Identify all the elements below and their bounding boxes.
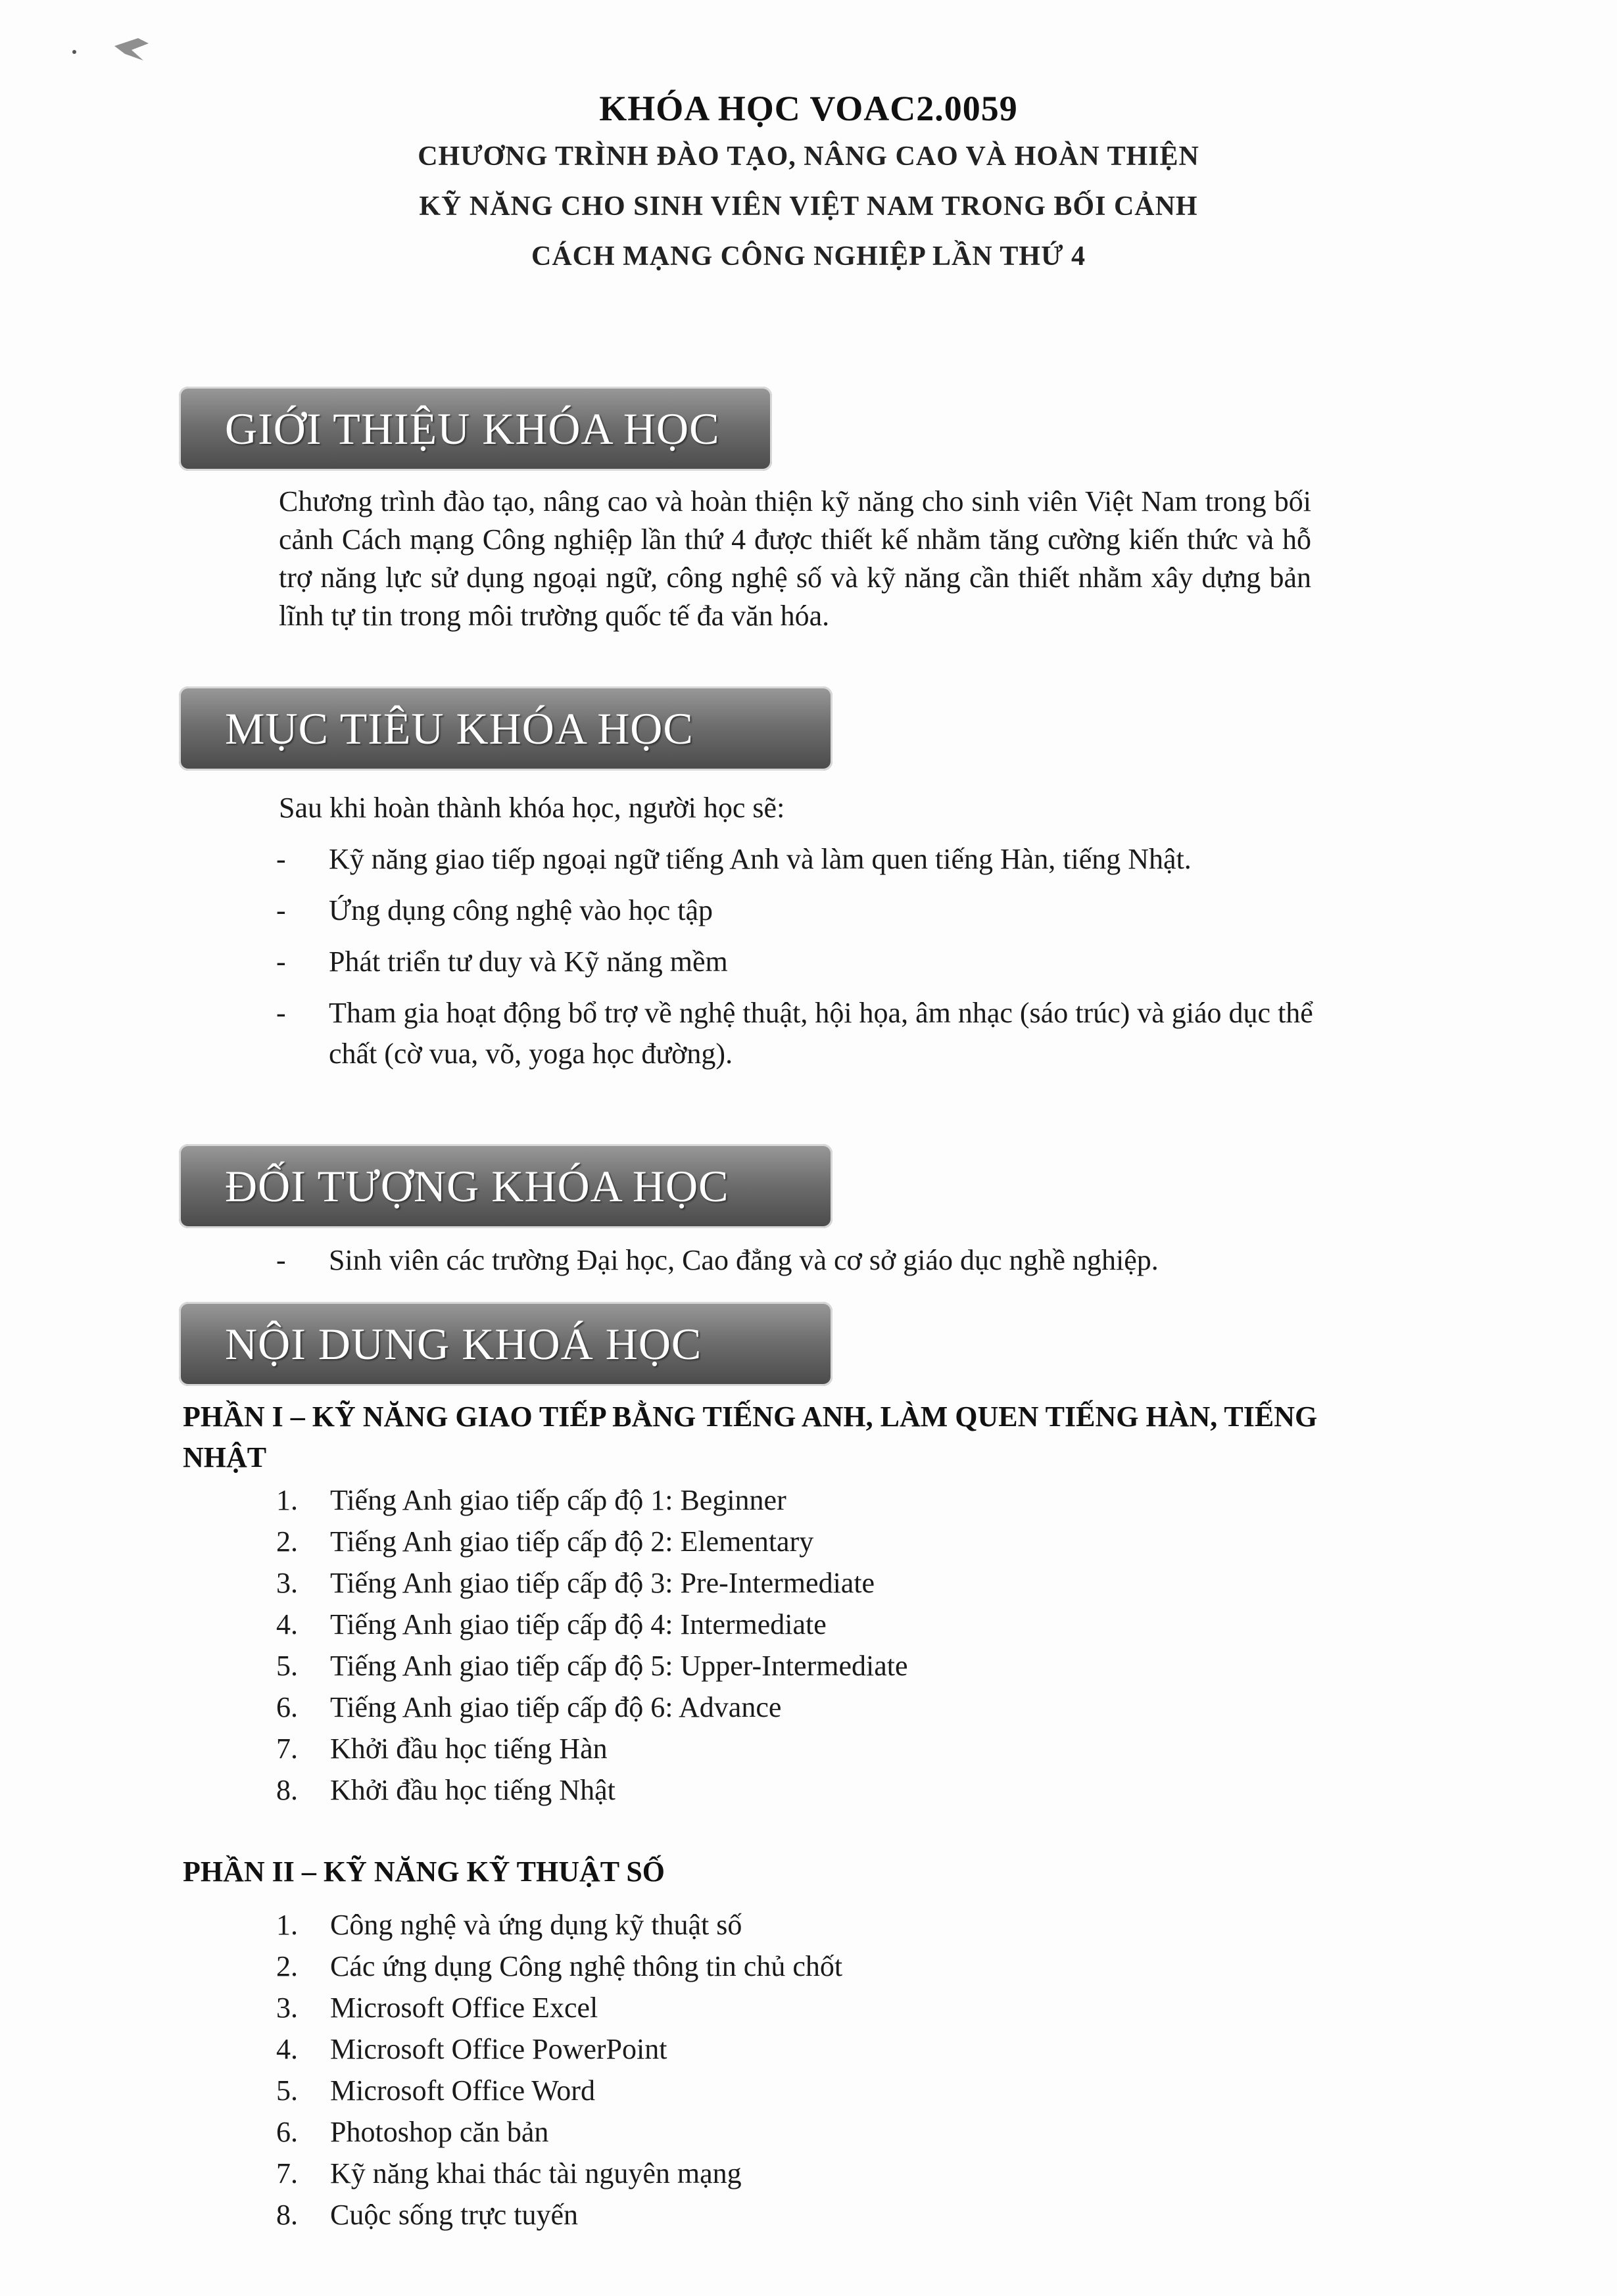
- objective-text: Kỹ năng giao tiếp ngoại ngữ tiếng Anh và làm quen tiếng Hàn, tiếng Nhật.: [329, 843, 1192, 875]
- audience-list: [276, 1240, 1315, 1291]
- item-number: 1.: [276, 1909, 298, 1941]
- section-banner-label: MỤC TIÊU KHÓA HỌC: [225, 703, 694, 753]
- item-text: Kỹ năng khai thác tài nguyên mạng: [330, 2157, 742, 2189]
- list-item: [276, 890, 1315, 931]
- program-title-line-3: CÁCH MẠNG CÔNG NGHIỆP LẦN THỨ 4: [531, 241, 1086, 272]
- list-item: [276, 1562, 908, 1604]
- section-banner-objectives: [179, 686, 833, 771]
- dash-bullet: -: [276, 843, 286, 875]
- program-title-line-1: CHƯƠNG TRÌNH ĐÀO TẠO, NÂNG CAO VÀ HOÀN THIỆN: [418, 141, 1199, 172]
- item-text: Công nghệ và ứng dụng kỹ thuật số: [330, 1909, 742, 1941]
- list-item: [276, 942, 1315, 982]
- objectives-lead: Sau khi hoàn thành khóa học, người học sẽ:: [279, 792, 785, 824]
- item-text: Tiếng Anh giao tiếp cấp độ 3: Pre-Intermediate: [330, 1567, 875, 1599]
- objective-text: Ứng dụng công nghệ vào học tập: [329, 894, 713, 926]
- item-number: 4.: [276, 1608, 298, 1640]
- item-text: Các ứng dụng Công nghệ thông tin chủ chốt: [330, 1950, 843, 1982]
- list-item: [276, 2194, 842, 2236]
- section-banner-content: [179, 1302, 833, 1386]
- item-text: Tiếng Anh giao tiếp cấp độ 5: Upper-Intermediate: [330, 1650, 908, 1682]
- list-item: [276, 1686, 908, 1728]
- item-number: 7.: [276, 1733, 298, 1765]
- list-item: [276, 839, 1315, 880]
- part-1-heading: PHẦN I – KỸ NĂNG GIAO TIẾP BẰNG TIẾNG ANH, LÀM QUEN TIẾNG HÀN, TIẾNG NHẬT: [183, 1400, 1318, 1473]
- list-item: [276, 2028, 842, 2070]
- intro-paragraph: Chương trình đào tạo, nâng cao và hoàn thiện kỹ năng cho sinh viên Việt Nam trong bối cảnh Cách mạng Công nghiệp lần thứ 4 được thiết kế nhằm tăng cường kiến thức và hỗ trợ năng lực sử dụng ngoại ngữ, công nghệ số và kỹ năng cần thiết nhằm xây dựng bản lĩnh tự tin trong môi trường quốc tế đa văn hóa.: [279, 485, 1311, 632]
- item-number: 8.: [276, 1774, 298, 1806]
- item-number: 1.: [276, 1484, 298, 1516]
- item-number: 2.: [276, 1950, 298, 1982]
- objective-text: Phát triển tư duy và Kỹ năng mềm: [329, 945, 728, 978]
- dash-bullet: -: [276, 997, 286, 1029]
- item-text: Microsoft Office Excel: [330, 1992, 598, 2024]
- item-number: 7.: [276, 2157, 298, 2189]
- item-text: Tiếng Anh giao tiếp cấp độ 4: Intermediate: [330, 1608, 827, 1640]
- list-item: [276, 1946, 842, 1987]
- item-number: 3.: [276, 1992, 298, 2024]
- list-item: [276, 1728, 908, 1769]
- item-text: Tiếng Anh giao tiếp cấp độ 6: Advance: [330, 1691, 782, 1723]
- section-banner-audience: [179, 1144, 833, 1228]
- item-number: 8.: [276, 2199, 298, 2231]
- section-banner-intro: [179, 387, 772, 471]
- section-banner-label: NỘI DUNG KHOÁ HỌC: [225, 1318, 702, 1369]
- item-number: 3.: [276, 1567, 298, 1599]
- list-item: [276, 1904, 842, 1946]
- item-text: Microsoft Office Word: [330, 2074, 595, 2107]
- list-item: [276, 1604, 908, 1645]
- part-2-list: [276, 1904, 842, 2236]
- item-text: Tiếng Anh giao tiếp cấp độ 1: Beginner: [330, 1484, 786, 1516]
- scan-speck: [72, 50, 76, 54]
- item-text: Khởi đầu học tiếng Nhật: [330, 1774, 615, 1806]
- list-item: [276, 1521, 908, 1562]
- section-banner-label: ĐỐI TƯỢNG KHÓA HỌC: [225, 1160, 729, 1211]
- list-item: [276, 1240, 1315, 1281]
- item-number: 5.: [276, 2074, 298, 2107]
- list-item: [276, 2070, 842, 2111]
- item-text: Khởi đầu học tiếng Hàn: [330, 1733, 608, 1765]
- item-text: Photoshop căn bản: [330, 2116, 549, 2148]
- staple-mark-icon: [112, 34, 151, 64]
- item-number: 2.: [276, 1525, 298, 1558]
- list-item: [276, 2111, 842, 2153]
- list-item: [276, 1769, 908, 1811]
- list-item: [276, 1987, 842, 2028]
- course-title: KHÓA HỌC VOAC2.0059: [599, 89, 1018, 128]
- item-number: 6.: [276, 1691, 298, 1723]
- part-2-heading: PHẦN II – KỸ NĂNG KỸ THUẬT SỐ: [183, 1855, 665, 1888]
- list-item: [276, 993, 1315, 1074]
- item-number: 6.: [276, 2116, 298, 2148]
- item-text: Microsoft Office PowerPoint: [330, 2033, 667, 2065]
- item-text: Tiếng Anh giao tiếp cấp độ 2: Elementary: [330, 1525, 814, 1558]
- dash-bullet: -: [276, 894, 286, 926]
- item-number: 5.: [276, 1650, 298, 1682]
- part-1-list: [276, 1479, 908, 1811]
- dash-bullet: -: [276, 1244, 286, 1276]
- item-text: Cuộc sống trực tuyến: [330, 2199, 579, 2231]
- list-item: [276, 1479, 908, 1521]
- objectives-list: [276, 839, 1315, 1085]
- item-number: 4.: [276, 2033, 298, 2065]
- audience-text: Sinh viên các trường Đại học, Cao đẳng và cơ sở giáo dục nghề nghiệp.: [329, 1244, 1159, 1276]
- list-item: [276, 2153, 842, 2194]
- objective-text: Tham gia hoạt động bổ trợ về nghệ thuật, hội họa, âm nhạc (sáo trúc) và giáo dục thể chất (cờ vua, võ, yoga học đường).: [329, 997, 1313, 1070]
- list-item: [276, 1645, 908, 1686]
- document-header: [0, 85, 1617, 281]
- program-title-line-2: KỸ NĂNG CHO SINH VIÊN VIỆT NAM TRONG BỐI CẢNH: [419, 191, 1198, 222]
- dash-bullet: -: [276, 945, 286, 978]
- section-banner-label: GIỚI THIỆU KHÓA HỌC: [225, 403, 720, 454]
